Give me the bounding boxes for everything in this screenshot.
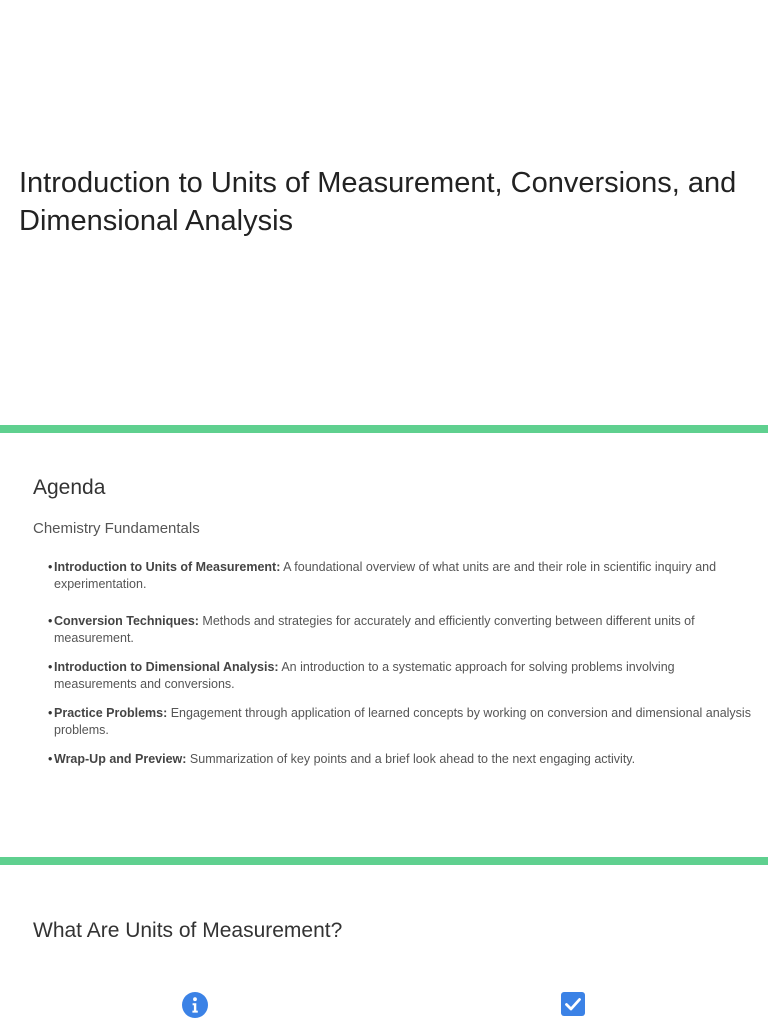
agenda-item-text: An introduction to a systematic approach for solving problems involving measurements and conversions. bbox=[54, 660, 675, 691]
agenda-item-text: Engagement through application of learned concepts by working on conversion and dimensional analysis problems. bbox=[54, 706, 751, 737]
agenda-item-label: Introduction to Dimensional Analysis: bbox=[54, 660, 279, 674]
agenda-heading: Agenda bbox=[33, 476, 106, 499]
slide-divider bbox=[0, 857, 768, 865]
agenda-item-text: Methods and strategies for accurately and efficiently converting between different units of measurement. bbox=[54, 614, 695, 645]
agenda-item-label: Conversion Techniques: bbox=[54, 614, 199, 628]
agenda-item-label: Wrap-Up and Preview: bbox=[54, 752, 187, 766]
units-slide bbox=[0, 865, 768, 1024]
deck-title: Introduction to Units of Measurement, Conversions, and Dimensional Analysis bbox=[19, 167, 737, 237]
agenda-list bbox=[48, 559, 752, 768]
agenda-item bbox=[48, 659, 752, 693]
agenda-slide bbox=[0, 433, 768, 857]
agenda-item-label: Practice Problems: bbox=[54, 706, 168, 720]
units-heading: What Are Units of Measurement? bbox=[33, 919, 343, 942]
agenda-item bbox=[48, 559, 752, 593]
agenda-item-text: Summarization of key points and a brief look ahead to the next engaging activity. bbox=[186, 752, 636, 766]
bullet-icon: • bbox=[48, 660, 53, 674]
agenda-item bbox=[48, 751, 752, 768]
bullet-icon: • bbox=[48, 560, 53, 574]
bullet-icon: • bbox=[48, 752, 53, 766]
agenda-item bbox=[48, 705, 752, 739]
bullet-icon: • bbox=[48, 614, 53, 628]
checkbox-checked-icon bbox=[561, 992, 585, 1016]
agenda-item-text: A foundational overview of what units are and their role in scientific inquiry and experimentation. bbox=[54, 560, 717, 591]
agenda-item-label: Introduction to Units of Measurement: bbox=[54, 560, 281, 574]
agenda-subtitle: Chemistry Fundamentals bbox=[33, 520, 200, 537]
agenda-item bbox=[48, 613, 752, 647]
bullet-icon: • bbox=[48, 706, 53, 720]
info-icon bbox=[182, 992, 208, 1018]
title-slide bbox=[0, 0, 768, 425]
slide-divider bbox=[0, 425, 768, 433]
